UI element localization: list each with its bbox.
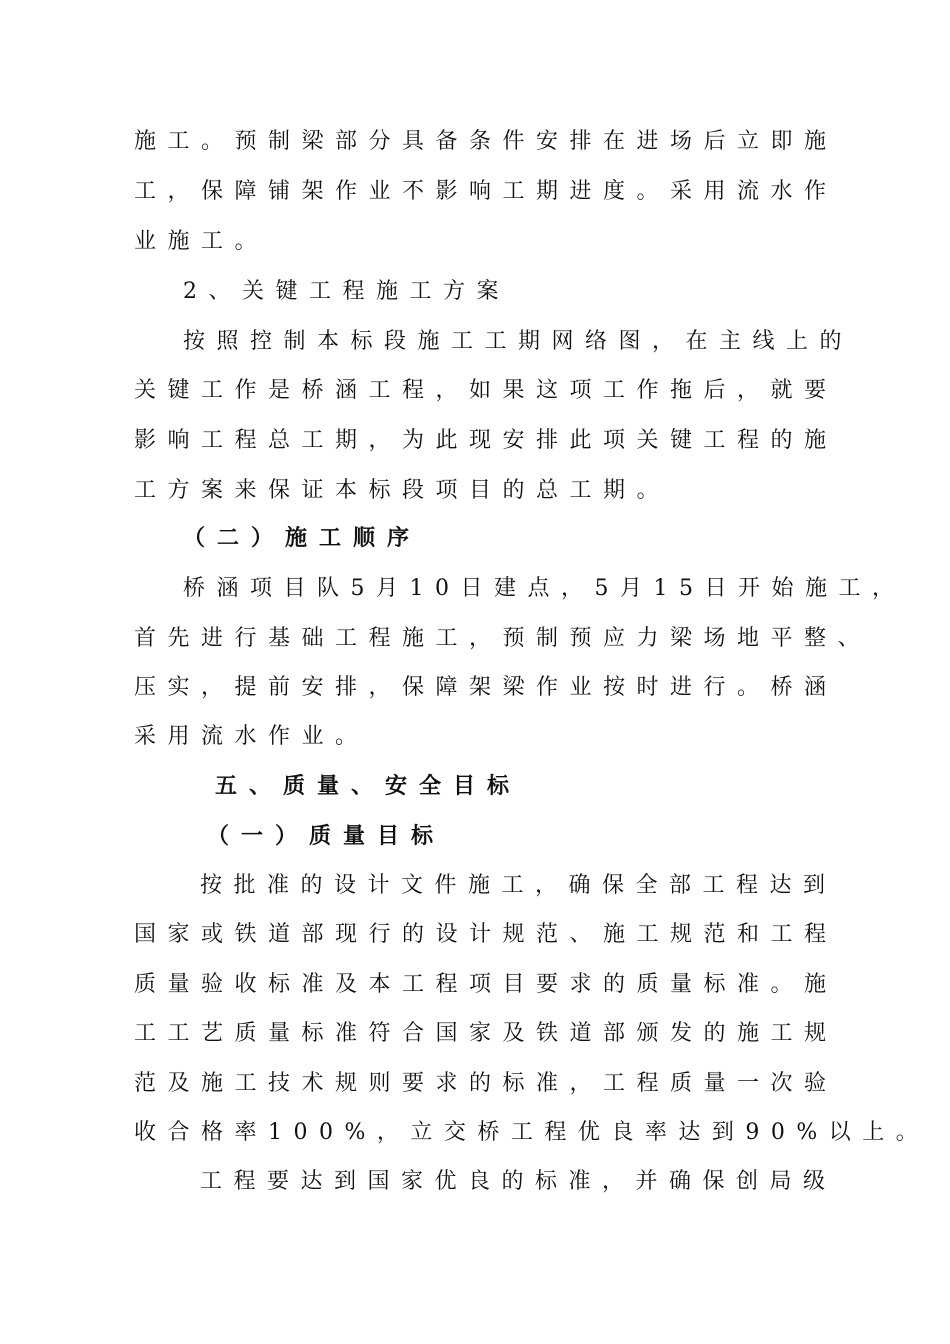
paragraph-line: 工工艺质量标准符合国家及铁道部颁发的施工规 <box>134 1021 838 1046</box>
paragraph-line: 质量验收标准及本工程项目要求的质量标准。施 <box>134 972 838 997</box>
paragraph-line: 工程要达到国家优良的标准，并确保创局级 <box>200 1169 837 1194</box>
paragraph-line: 按批准的设计文件施工，确保全部工程达到 <box>200 873 837 898</box>
paragraph-line: 业施工。 <box>134 229 269 254</box>
paragraph-line: 影响工程总工期，为此现安排此项关键工程的施 <box>134 428 838 453</box>
paragraph-line: 工，保障铺架作业不影响工期进度。采用流水作 <box>134 179 838 204</box>
chapter-heading: 五、质量、安全目标 <box>215 774 522 799</box>
paragraph-line: 按照控制本标段施工工期网络图，在主线上的 <box>183 329 854 354</box>
paragraph-line: 压实，提前安排，保障架梁作业按时进行。桥涵 <box>134 675 838 700</box>
paragraph-line: 首先进行基础工程施工，预制预应力梁场地平整、 <box>134 626 872 651</box>
paragraph-line: 国家或铁道部现行的设计规范、施工规范和工程 <box>134 922 838 947</box>
subsection-heading: （一）质量目标 <box>207 824 446 849</box>
paragraph-line: 桥涵项目队5月10日建点，5月15日开始施工， <box>183 576 906 601</box>
subsection-heading: （二）施工顺序 <box>183 526 422 551</box>
paragraph-line: 施工。预制梁部分具备条件安排在进场后立即施 <box>134 129 838 154</box>
paragraph-line: 收合格率100%，立交桥工程优良率达到90%以上。 <box>134 1120 930 1145</box>
section-heading: 2、关键工程施工方案 <box>183 279 510 304</box>
paragraph-line: 范及施工技术规则要求的标准，工程质量一次验 <box>134 1071 838 1096</box>
paragraph-line: 采用流水作业。 <box>134 724 369 749</box>
paragraph-line: 关键工作是桥涵工程，如果这项工作拖后，就要 <box>134 378 838 403</box>
paragraph-line: 工方案来保证本标段项目的总工期。 <box>134 478 671 503</box>
